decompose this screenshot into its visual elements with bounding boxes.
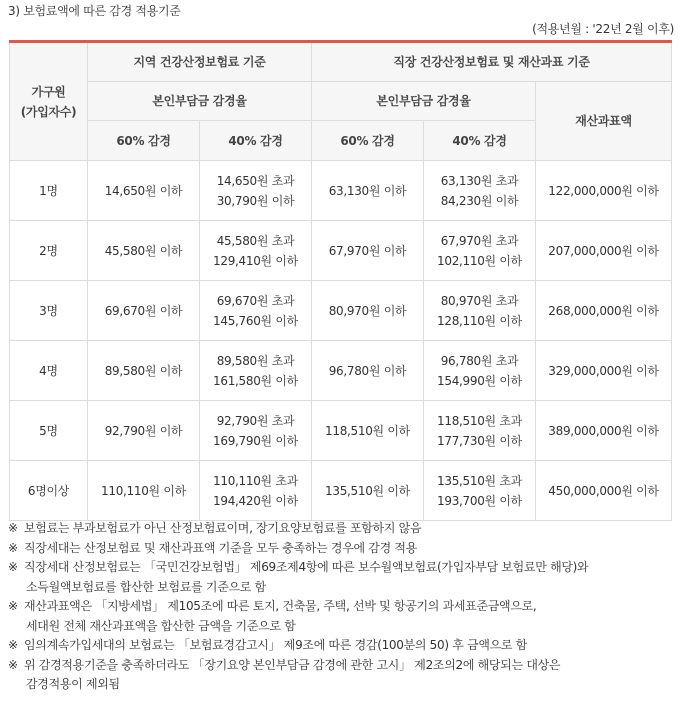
workplace-40-over: 80,970원 초과 xyxy=(440,293,519,308)
workplace-40-over: 96,780원 초과 xyxy=(440,353,519,368)
note-text: 직장세대 산정보험료는 「국민건강보험법」 제69조제4항에 따른 보수월액보험료(가입자부담 보험료만 해당)와 xyxy=(24,560,589,574)
table-row xyxy=(10,281,672,341)
regional-40-under: 194,420원 이하 xyxy=(213,493,298,508)
household-size-cell: 3명 xyxy=(10,281,88,341)
note-item xyxy=(8,519,680,539)
workplace-40-over: 67,970원 초과 xyxy=(440,233,519,248)
regional-60-cell: 110,110원 이하 xyxy=(88,461,200,521)
regional-60-cell: 69,670원 이하 xyxy=(88,281,200,341)
property-cell: 122,000,000원 이하 xyxy=(536,161,672,221)
workplace-60-cell: 67,970원 이하 xyxy=(312,221,424,281)
table-row xyxy=(10,161,672,221)
section-heading: 3) 보험료액에 따른 감경 적용기준 xyxy=(8,4,181,18)
note-mark: ※ xyxy=(8,599,18,613)
workplace-40-cell xyxy=(424,461,536,521)
header-workplace-60: 60% 감경 xyxy=(312,121,424,161)
household-size-cell: 4명 xyxy=(10,341,88,401)
note-text: 임의계속가입세대의 보험료는 「보험료경감고시」 제9조에 따른 경감(100분의 50) 후 금액으로 함 xyxy=(24,638,528,652)
header-household-size-line2: (가입자수) xyxy=(20,104,77,119)
workplace-40-under: 102,110원 이하 xyxy=(437,253,522,268)
table-row xyxy=(10,341,672,401)
header-self-burden-workplace: 본인부담금 감경율 xyxy=(312,82,536,121)
property-cell: 329,000,000원 이하 xyxy=(536,341,672,401)
workplace-40-cell xyxy=(424,161,536,221)
regional-40-cell xyxy=(200,221,312,281)
regional-40-cell xyxy=(200,401,312,461)
regional-60-cell: 14,650원 이하 xyxy=(88,161,200,221)
workplace-40-under: 128,110원 이하 xyxy=(437,313,522,328)
property-cell: 207,000,000원 이하 xyxy=(536,221,672,281)
workplace-40-over: 118,510원 초과 xyxy=(437,413,522,428)
header-household-size xyxy=(10,42,88,161)
regional-40-cell xyxy=(200,341,312,401)
reduction-criteria-table xyxy=(9,40,672,521)
workplace-40-cell xyxy=(424,281,536,341)
household-size-cell: 2명 xyxy=(10,221,88,281)
regional-40-under: 169,790원 이하 xyxy=(213,433,298,448)
regional-40-over: 69,670원 초과 xyxy=(216,293,295,308)
notes xyxy=(8,519,680,695)
header-property-tax-base: 재산과표액 xyxy=(536,82,672,161)
note-text: 보험료는 부과보험료가 아닌 산정보험료이며, 장기요양보험료를 포함하지 않음 xyxy=(24,521,422,535)
regional-40-under: 30,790원 이하 xyxy=(216,193,295,208)
header-workplace: 직장 건강산정보험료 및 재산과표 기준 xyxy=(312,42,672,82)
note-item xyxy=(8,558,680,578)
note-text-continued: 감경적용이 제외됨 xyxy=(26,677,120,691)
household-size-cell: 1명 xyxy=(10,161,88,221)
workplace-40-cell xyxy=(424,221,536,281)
note-item xyxy=(8,539,680,559)
regional-60-cell: 45,580원 이하 xyxy=(88,221,200,281)
workplace-60-cell: 63,130원 이하 xyxy=(312,161,424,221)
header-regional: 지역 건강산정보험료 기준 xyxy=(88,42,312,82)
workplace-60-cell: 118,510원 이하 xyxy=(312,401,424,461)
workplace-60-cell: 80,970원 이하 xyxy=(312,281,424,341)
note-mark: ※ xyxy=(8,638,18,652)
note-text: 재산과표액은 「지방세법」 제105조에 따른 토지, 건축물, 주택, 선박 및 항공기의 과세표준금액으로, xyxy=(24,599,537,613)
regional-40-over: 89,580원 초과 xyxy=(216,353,295,368)
note-text-continued: 소득월액보험료를 합산한 보험료를 기준으로 함 xyxy=(26,579,266,594)
workplace-60-cell: 135,510원 이하 xyxy=(312,461,424,521)
note-text: 위 감경적용기준을 충족하더라도 「장기요양 본인부담금 감경에 관한 고시」 제2조의2에 해당되는 대상은 xyxy=(24,657,561,672)
workplace-40-under: 84,230원 이하 xyxy=(440,193,519,208)
workplace-40-over: 63,130원 초과 xyxy=(440,173,519,188)
note-mark: ※ xyxy=(8,657,18,672)
note-text-continued: 세대원 전체 재산과표액을 합산한 금액을 기준으로 함 xyxy=(26,618,296,633)
note-text: 직장세대는 산정보험료 및 재산과표액 기준을 모두 충족하는 경우에 감경 적용 xyxy=(24,540,417,555)
note-item xyxy=(8,636,680,656)
header-self-burden-regional: 본인부담금 감경율 xyxy=(88,82,312,121)
workplace-40-cell xyxy=(424,341,536,401)
table-row xyxy=(10,401,672,461)
note-mark: ※ xyxy=(8,560,18,574)
table-row xyxy=(10,461,672,521)
note-mark: ※ xyxy=(8,540,18,555)
regional-40-cell xyxy=(200,461,312,521)
applied-date-note: (적용년월 : '22년 2월 이후) xyxy=(532,22,674,36)
note-item xyxy=(8,656,680,676)
regional-40-under: 145,760원 이하 xyxy=(213,313,298,328)
note-item xyxy=(8,597,680,617)
household-size-cell: 6명이상 xyxy=(10,461,88,521)
header-household-size-line1: 가구원 xyxy=(31,84,66,99)
property-cell: 389,000,000원 이하 xyxy=(536,401,672,461)
header-regional-60: 60% 감경 xyxy=(88,121,200,161)
property-cell: 268,000,000원 이하 xyxy=(536,281,672,341)
regional-40-under: 161,580원 이하 xyxy=(213,373,298,388)
regional-40-over: 92,790원 초과 xyxy=(216,413,295,428)
workplace-40-under: 154,990원 이하 xyxy=(437,373,522,388)
header-regional-40: 40% 감경 xyxy=(200,121,312,161)
regional-40-cell xyxy=(200,161,312,221)
workplace-40-under: 193,700원 이하 xyxy=(437,493,522,508)
workplace-40-cell xyxy=(424,401,536,461)
note-mark: ※ xyxy=(8,521,18,535)
regional-40-over: 45,580원 초과 xyxy=(216,233,295,248)
regional-40-over: 110,110원 초과 xyxy=(213,473,298,488)
workplace-40-over: 135,510원 초과 xyxy=(437,473,522,488)
header-workplace-40: 40% 감경 xyxy=(424,121,536,161)
regional-60-cell: 92,790원 이하 xyxy=(88,401,200,461)
table-row xyxy=(10,221,672,281)
regional-40-cell xyxy=(200,281,312,341)
regional-40-under: 129,410원 이하 xyxy=(213,253,298,268)
workplace-60-cell: 96,780원 이하 xyxy=(312,341,424,401)
property-cell: 450,000,000원 이하 xyxy=(536,461,672,521)
workplace-40-under: 177,730원 이하 xyxy=(437,433,522,448)
regional-60-cell: 89,580원 이하 xyxy=(88,341,200,401)
household-size-cell: 5명 xyxy=(10,401,88,461)
regional-40-over: 14,650원 초과 xyxy=(216,173,295,188)
